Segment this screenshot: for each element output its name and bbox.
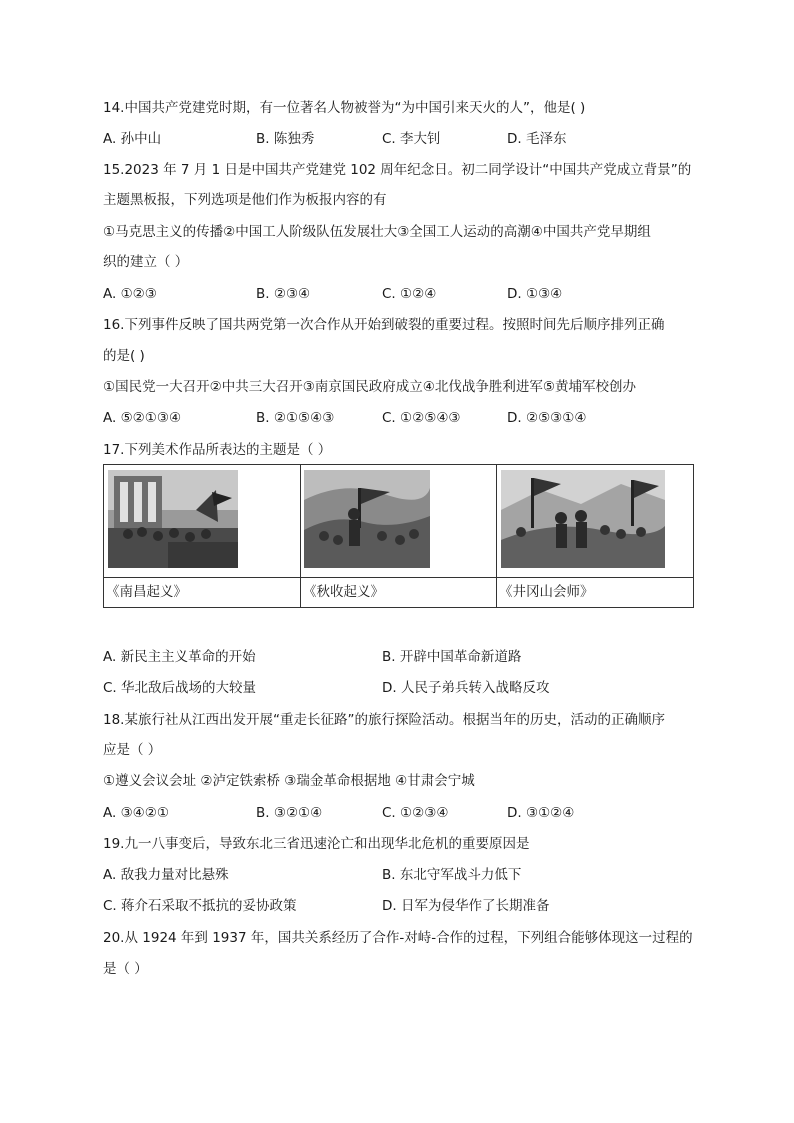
artwork-cell-jinggangshan (497, 465, 693, 607)
q14-option-a[interactable]: A. 孙中山 (103, 131, 162, 147)
q19-option-c[interactable]: C. 蒋介石采取不抵抗的妥协政策 (103, 898, 297, 914)
q15-option-b[interactable]: B. ②③④ (256, 286, 311, 302)
q18-stem-line1: 18.某旅行社从江西出发开展“重走长征路”的旅行探险活动。根据当年的历史，活动的正确顺序 (103, 712, 665, 728)
q16-options (103, 408, 703, 428)
q18-option-c[interactable]: C. ①②③④ (382, 805, 449, 821)
q17-option-c[interactable]: C. 华北敌后战场的大较量 (103, 680, 257, 696)
q19-options-row1 (103, 865, 703, 885)
caption-jinggangshan: 《井冈山会师》 (499, 584, 594, 600)
q20-stem-line2: 是（ ） (103, 961, 148, 977)
q14-stem: 14.中国共产党建党时期，有一位著名人物被誉为“为中国引来天火的人”，他是( ) (103, 100, 586, 116)
q19-option-d[interactable]: D. 日军为侵华作了长期准备 (382, 898, 550, 914)
autumn-harvest-uprising-painting (304, 470, 430, 568)
artwork-caption-row-3 (497, 577, 693, 607)
q14-option-b[interactable]: B. 陈独秀 (256, 131, 315, 147)
q17-option-a[interactable]: A. 新民主主义革命的开始 (103, 649, 256, 665)
q14-options (103, 129, 703, 149)
q15-option-c[interactable]: C. ①②④ (382, 286, 437, 302)
q16-option-d[interactable]: D. ②⑤③①④ (507, 410, 587, 426)
q15-stem-line1: 15.2023 年 7 月 1 日是中国共产党建党 102 周年纪念日。初二同学设计“中国共产党成立背景”的 (103, 162, 692, 178)
q19-stem: 19.九一八事变后，导致东北三省迅速沦亡和出现华北危机的重要原因是 (103, 836, 530, 852)
q14-option-c[interactable]: C. 李大钊 (382, 131, 441, 147)
jinggangshan-meeting-painting (501, 470, 665, 568)
q20-stem-line1: 20.从 1924 年到 1937 年，国共关系经历了合作-对峙-合作的过程，下列组合能够体现这一过程的 (103, 930, 693, 946)
q19-options-row2 (103, 896, 703, 916)
artwork-caption-row-1 (104, 577, 300, 607)
q15-option-d[interactable]: D. ①③④ (507, 286, 563, 302)
q19-option-a[interactable]: A. 敌我力量对比悬殊 (103, 867, 229, 883)
q17-options-row1 (103, 647, 703, 667)
artwork-cell-nanchang (104, 465, 301, 607)
q16-option-a[interactable]: A. ⑤②①③④ (103, 410, 182, 426)
q17-options-row2 (103, 678, 703, 698)
nanchang-uprising-painting (108, 470, 238, 568)
q18-option-a[interactable]: A. ③④②① (103, 805, 169, 821)
q18-option-d[interactable]: D. ③①②④ (507, 805, 575, 821)
q15-option-a[interactable]: A. ①②③ (103, 286, 157, 302)
caption-nanchang: 《南昌起义》 (106, 584, 187, 600)
q16-option-b[interactable]: B. ②①⑤④③ (256, 410, 335, 426)
q18-option-b[interactable]: B. ③②①④ (256, 805, 323, 821)
artwork-cell-qiushou (301, 465, 497, 607)
artwork-table (103, 464, 694, 608)
q15-stem-line2: 主题黑板报，下列选项是他们作为板报内容的有 (103, 192, 387, 208)
artwork-caption-row-2 (301, 577, 496, 607)
caption-qiushou: 《秋收起义》 (303, 584, 384, 600)
q18-options (103, 803, 703, 823)
q18-stem-line2: 应是（ ） (103, 742, 162, 758)
q19-option-b[interactable]: B. 东北守军战斗力低下 (382, 867, 522, 883)
q14-option-d[interactable]: D. 毛泽东 (507, 131, 567, 147)
q17-stem: 17.下列美术作品所表达的主题是（ ） (103, 442, 332, 458)
q16-stem-line1: 16.下列事件反映了国共两党第一次合作从开始到破裂的重要过程。按照时间先后顺序排列正确 (103, 317, 665, 333)
q17-option-b[interactable]: B. 开辟中国革命新道路 (382, 649, 522, 665)
q16-items: ①国民党一大召开②中共三大召开③南京国民政府成立④北伐战争胜利进军⑤黄埔军校创办 (103, 379, 637, 395)
q16-option-c[interactable]: C. ①②⑤④③ (382, 410, 461, 426)
q15-items-line1: ①马克思主义的传播②中国工人阶级队伍发展壮大③全国工人运动的高潮④中国共产党早期组 (103, 224, 651, 240)
q15-items-line2: 织的建立（ ） (103, 254, 189, 270)
q18-items: ①遵义会议会址 ②泸定铁索桥 ③瑞金革命根据地 ④甘肃会宁城 (103, 773, 475, 789)
q15-options (103, 284, 703, 304)
q16-stem-line2: 的是( ) (103, 348, 145, 364)
q17-option-d[interactable]: D. 人民子弟兵转入战略反攻 (382, 680, 550, 696)
